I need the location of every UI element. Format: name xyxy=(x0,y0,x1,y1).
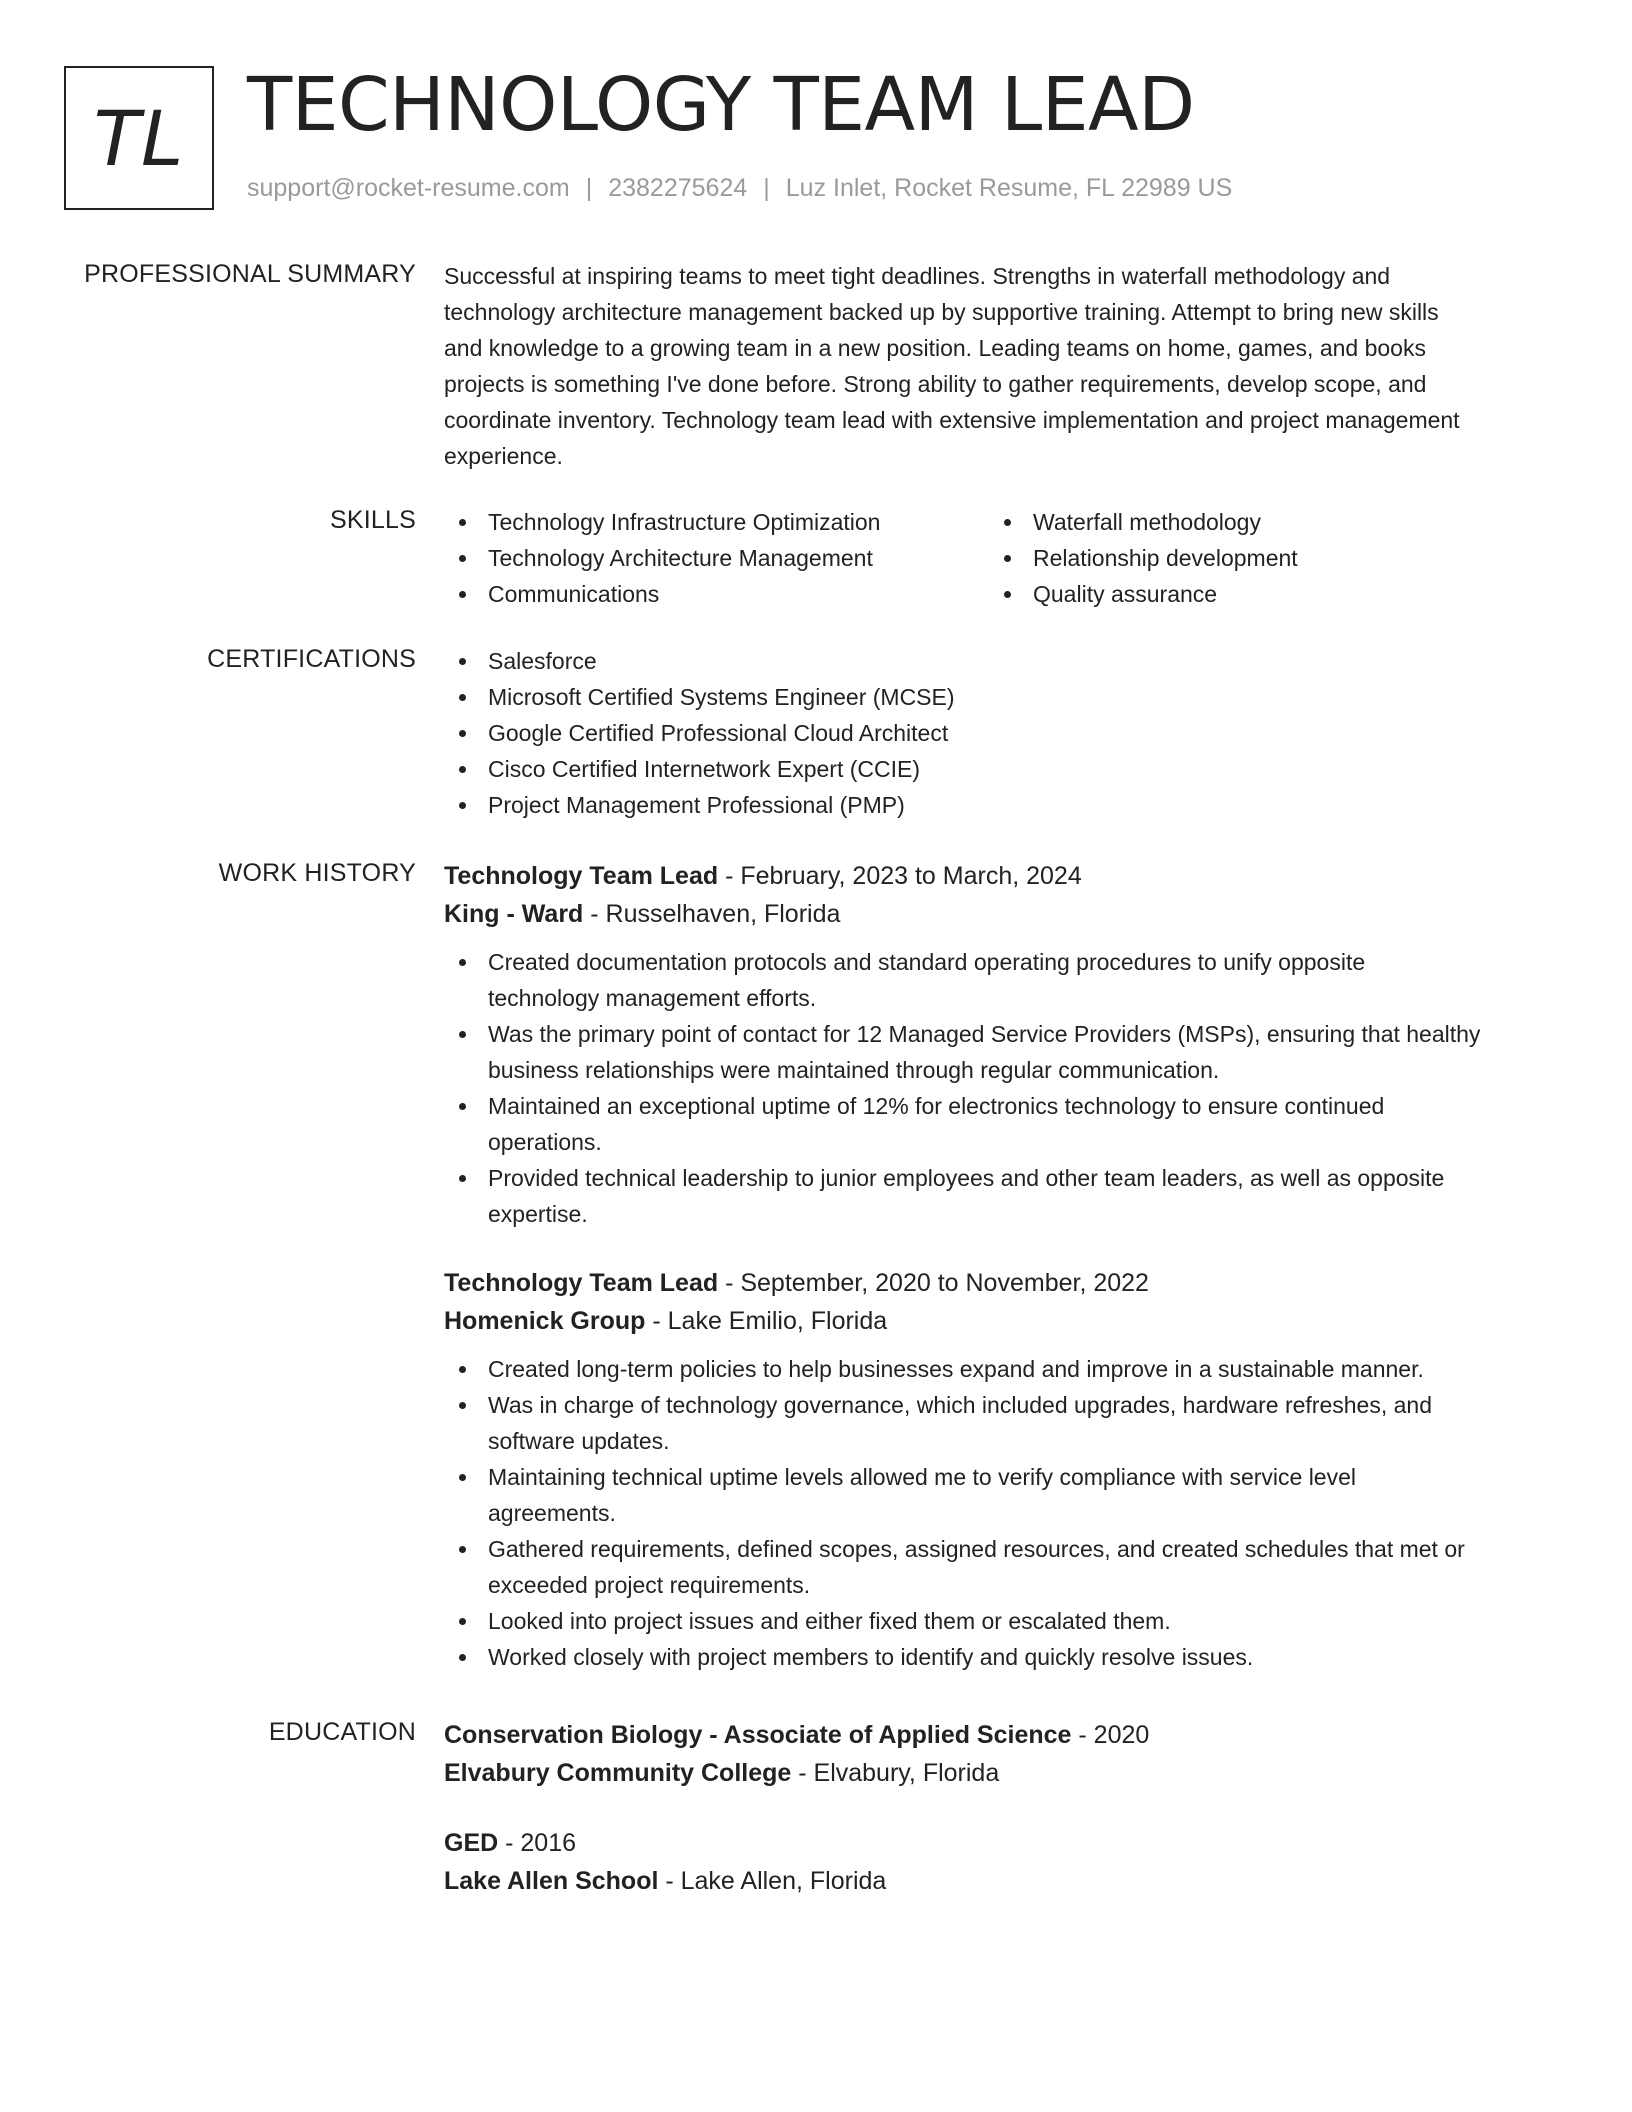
job-bullet xyxy=(444,1639,1564,1675)
job-title-line xyxy=(444,857,1564,895)
certifications-body xyxy=(444,643,1564,823)
skill-item: Communications xyxy=(444,576,989,612)
education-year: - 2016 xyxy=(498,1829,577,1857)
job-location: - Lake Emilio, Florida xyxy=(645,1307,888,1335)
skills-body xyxy=(444,504,1564,612)
skill-item: Relationship development xyxy=(989,540,1534,576)
contact-separator: | xyxy=(585,174,593,202)
work-history-body xyxy=(444,857,1564,1675)
job-bullet xyxy=(444,1603,1564,1639)
job-bullet xyxy=(444,1387,1564,1459)
job-entry xyxy=(444,1264,1564,1675)
education-body xyxy=(444,1716,1564,1900)
job-bullets xyxy=(444,1351,1564,1675)
job-bullet xyxy=(444,1351,1564,1387)
education-degree: Conservation Biology - Associate of Applied Science xyxy=(444,1721,1072,1749)
education-entry xyxy=(444,1716,1564,1792)
bullet-text: exceeded project requirements. xyxy=(488,1572,811,1598)
skill-item: Technology Architecture Management xyxy=(444,540,989,576)
education-school-line xyxy=(444,1862,1564,1900)
section-label: WORK HISTORY xyxy=(218,859,416,887)
job-company: King - Ward xyxy=(444,900,584,928)
education-location: - Lake Allen, Florida xyxy=(658,1867,887,1895)
certification-item: Salesforce xyxy=(444,643,1564,679)
summary-line: technology architecture management backed up by supportive training. Attempt to bring new skills xyxy=(444,299,1439,325)
job-dates: - September, 2020 to November, 2022 xyxy=(718,1269,1149,1297)
skill-item: Waterfall methodology xyxy=(989,504,1534,540)
contact-email: support@rocket-resume.com xyxy=(247,174,570,202)
summary-line: and knowledge to a growing team in a new position. Leading teams on home, games, and books xyxy=(444,335,1426,361)
bullet-text: Was in charge of technology governance, which included upgrades, hardware refreshes, and xyxy=(488,1392,1432,1418)
job-bullet xyxy=(444,1459,1564,1531)
education-degree: GED xyxy=(444,1829,499,1857)
education-year: - 2020 xyxy=(1071,1721,1150,1749)
job-entry xyxy=(444,857,1564,1232)
certifications-list xyxy=(444,643,1564,823)
education-location: - Elvabury, Florida xyxy=(791,1759,1000,1787)
bullet-text: Gathered requirements, defined scopes, assigned resources, and created schedules that met or xyxy=(488,1536,1465,1562)
summary-body xyxy=(444,258,1564,474)
summary-line: experience. xyxy=(444,443,563,469)
section-label: PROFESSIONAL SUMMARY xyxy=(84,260,416,288)
section-label: SKILLS xyxy=(330,506,416,534)
skills-list-left xyxy=(444,504,989,612)
job-bullet xyxy=(444,1016,1564,1088)
education-school-line xyxy=(444,1754,1564,1792)
job-company: Homenick Group xyxy=(444,1307,646,1335)
certification-item: Project Management Professional (PMP) xyxy=(444,787,1564,823)
bullet-text: software updates. xyxy=(488,1428,670,1454)
skill-item: Technology Infrastructure Optimization xyxy=(444,504,989,540)
contact-address: Luz Inlet, Rocket Resume, FL 22989 US xyxy=(785,174,1233,202)
bullet-text: Created documentation protocols and standard operating procedures to unify opposite xyxy=(488,949,1366,975)
bullet-text: Maintaining technical uptime levels allowed me to verify compliance with service level xyxy=(488,1464,1357,1490)
job-title: Technology Team Lead xyxy=(444,862,719,890)
bullet-text: Looked into project issues and either fixed them or escalated them. xyxy=(488,1608,1171,1634)
job-bullets xyxy=(444,944,1564,1232)
skills-grid xyxy=(444,504,1564,612)
certification-item: Google Certified Professional Cloud Architect xyxy=(444,715,1564,751)
education-school: Lake Allen School xyxy=(444,1867,659,1895)
summary-line: Successful at inspiring teams to meet tight deadlines. Strengths in waterfall methodology and xyxy=(444,263,1391,289)
summary-line: coordinate inventory. Technology team lead with extensive implementation and project management xyxy=(444,407,1460,433)
education-degree-line xyxy=(444,1824,1564,1862)
bullet-text: technology management efforts. xyxy=(488,985,817,1011)
section-label: EDUCATION xyxy=(268,1718,416,1746)
contact-line xyxy=(247,172,1232,204)
bullet-text: Created long-term policies to help businesses expand and improve in a sustainable manner. xyxy=(488,1356,1424,1382)
bullet-text: Provided technical leadership to junior employees and other team leaders, as well as opposite xyxy=(488,1165,1445,1191)
job-bullet xyxy=(444,1088,1564,1160)
job-title-line xyxy=(444,1264,1564,1302)
education-school: Elvabury Community College xyxy=(444,1759,792,1787)
job-title: Technology Team Lead xyxy=(444,1269,719,1297)
bullet-text: Maintained an exceptional uptime of 12% for electronics technology to ensure continued xyxy=(488,1093,1385,1119)
skill-item: Quality assurance xyxy=(989,576,1534,612)
job-dates: - February, 2023 to March, 2024 xyxy=(718,862,1082,890)
skills-list-right xyxy=(989,504,1534,612)
certification-item: Microsoft Certified Systems Engineer (MCSE) xyxy=(444,679,1564,715)
job-bullet xyxy=(444,1160,1564,1232)
monogram-box: TL xyxy=(64,66,214,210)
section-label: CERTIFICATIONS xyxy=(207,645,416,673)
bullet-text: business relationships were maintained through regular communication. xyxy=(488,1057,1220,1083)
resume-header xyxy=(64,62,1564,210)
contact-phone: 2382275624 xyxy=(608,174,748,202)
bullet-text: agreements. xyxy=(488,1500,616,1526)
contact-separator: | xyxy=(763,174,770,202)
bullet-text: expertise. xyxy=(488,1201,588,1227)
bullet-text: Was the primary point of contact for 12 Managed Service Providers (MSPs), ensuring that healthy xyxy=(488,1021,1481,1047)
education-entry xyxy=(444,1824,1564,1900)
job-location: - Russelhaven, Florida xyxy=(583,900,841,928)
job-bullet xyxy=(444,944,1564,1016)
bullet-text: Worked closely with project members to identify and quickly resolve issues. xyxy=(488,1644,1254,1670)
job-company-line xyxy=(444,1302,1564,1340)
certification-item: Cisco Certified Internetwork Expert (CCIE) xyxy=(444,751,1564,787)
education-degree-line xyxy=(444,1716,1564,1754)
summary-line: projects is something I've done before. Strong ability to gather requirements, develop scope, and xyxy=(444,371,1427,397)
page-title: TECHNOLOGY TEAM LEAD xyxy=(247,62,1195,148)
job-bullet xyxy=(444,1531,1564,1603)
job-company-line xyxy=(444,895,1564,933)
bullet-text: operations. xyxy=(488,1129,602,1155)
